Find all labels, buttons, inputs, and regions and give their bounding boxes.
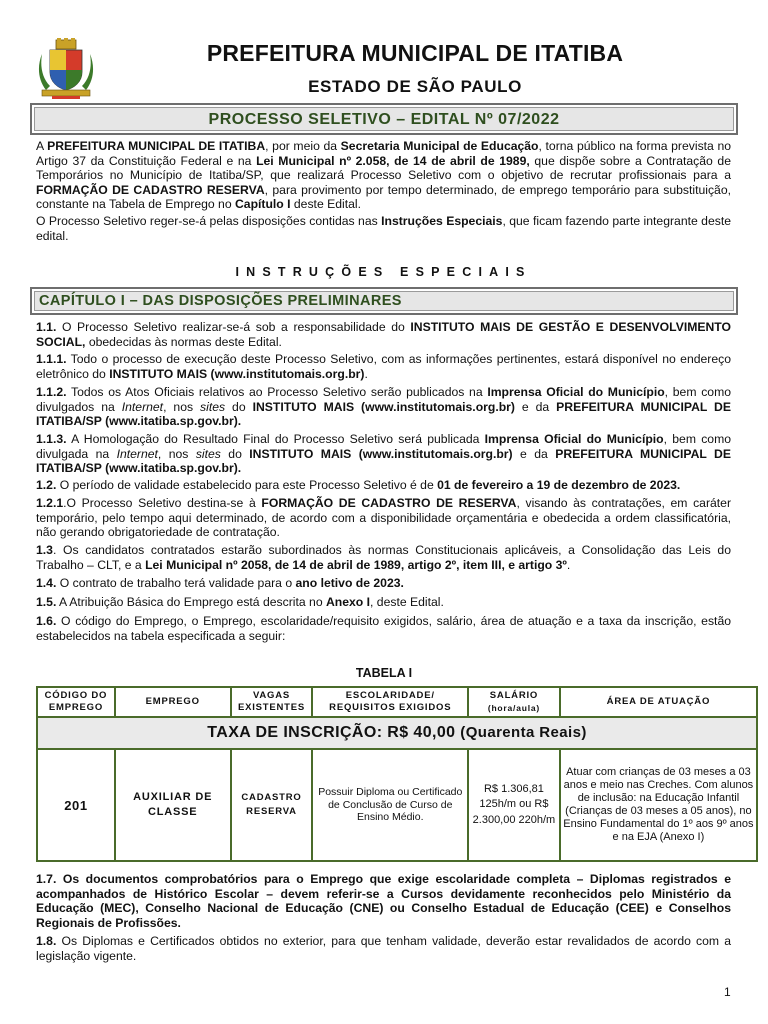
fee-cell [37,717,757,749]
header-vacancies: VAGAS EXISTENTES [231,687,313,717]
cell-salary: R$ 1.306,81 125h/m ou R$ 2.300,00 220h/m [468,749,560,861]
page-title: PREFEITURA MUNICIPAL DE ITATIBA [206,40,624,66]
page-number: 1 [724,985,731,999]
fee-row [37,717,757,749]
cell-job: AUXILIAR DE CLASSE [115,749,231,861]
item-1-1-1: 1.1.1. Todo o processo de execução deste Processo Seletivo, com as informações pertinentes, estará disponível no endereço eletrônico do INSTITUTO MAIS (www.institutomais.org.br). [36,352,731,381]
header-code: CÓDIGO DO EMPREGO [37,687,115,717]
item-1-5: 1.5. A Atribuição Básica do Emprego está descrita no Anexo I, deste Edital. [36,595,444,609]
header-education: ESCOLARIDADE/ REQUISITOS EXIGIDOS [312,687,468,717]
item-1-6: 1.6. O código do Emprego, o Emprego, escolaridade/requisito exigidos, salário, área de atuação e a taxa da inscrição, estão estabelecidos na tabela especificada a seguir: [36,614,731,643]
item-1-1: 1.1. O Processo Seletivo realizar-se-á sob a responsabilidade do INSTITUTO MAIS DE GESTÃO E DESENVOLVIMENTO SOCIAL, obedecidas às normas deste Edital. [36,320,731,349]
edital-title: PROCESSO SELETIVO – EDITAL Nº 07/2022 [208,111,560,128]
chapter-title: CAPÍTULO I – DAS DISPOSIÇÕES PRELIMINARES [39,293,402,309]
fee-words: (Quarenta Reais) [460,724,587,741]
cell-code: 201 [37,749,115,861]
municipal-coat-of-arms-icon [38,38,94,100]
table-header-row [37,687,757,717]
cell-area: Atuar com crianças de 03 meses a 03 anos e meio nas Creches. Com alunos de inclusão: na Educação Infantil (Crianças de 03 meses a 05 anos), no Ensino Fundamental do 1º aos 9º anos e na EJA (Anexo I) [560,749,757,861]
jobs-table [36,686,758,862]
header-salary-label: SALÁRIO [489,689,539,701]
header-salary-unit: (hora/aula) [487,702,541,713]
edital-title-box [30,103,738,135]
table-title: TABELA I [355,666,413,680]
item-1-2: 1.2. O período de validade estabelecido para este Processo Seletivo é de 01 de fevereiro a 19 de dezembro de 2023. [36,478,681,492]
intro-paragraph-2: O Processo Seletivo reger-se-á pelas disposições contidas nas Instruções Especiais, que ficam fazendo parte integrante deste edital. [36,214,732,243]
instructions-heading: INSTRUÇÕES ESPECIAIS [235,265,532,279]
chapter-title-box [30,287,738,315]
item-1-1-3: 1.1.3. A Homologação do Resultado Final do Processo Seletivo será publicada Imprensa Oficial do Município, bem como divulgada na Internet, nos sites do INSTITUTO MAIS (www.institutomais.org.br) e da PREFEITURA MUNICIPAL DE ITATIBA/SP (www.itatiba.sp.gov.br). [36,432,732,476]
item-1-1-2: 1.1.2. Todos os Atos Oficiais relativos ao Processo Seletivo serão publicados na Imprensa Oficial do Município, bem como divulgados na Internet, nos sites do INSTITUTO MAIS (www.institutomais.org.br) e da PREFEITURA MUNICIPAL DE ITATIBA/SP (www.itatiba.sp.gov.br). [36,385,731,429]
item-1-7: 1.7. Os documentos comprobatórios para o Emprego que exige escolaridade completa – Diplomas registrados e acompanhados de Histórico Escolar – devem referir-se a Cursos devidamente reconhecidos pelo Ministério da Educação (MEC), Conselho Nacional de Educação (CNE) ou Conselho Estadual de Educação (CEE) e Conselhos Regionais de Profissões. [36,872,731,930]
item-1-3: 1.3. Os candidatos contratados estarão subordinados às normas Constitucionais aplicáveis, a Consolidação das Leis do Trabalho – CLT, e a Lei Municipal nº 2058, de 14 de abril de 1989, artigo 2º, item III, e artigo 3º. [36,543,731,572]
page-subtitle: ESTADO DE SÃO PAULO [308,77,522,96]
header-job: EMPREGO [115,687,231,717]
item-1-8: 1.8. Os Diplomas e Certificados obtidos no exterior, para que tenham validade, deverão estar revalidados de acordo com a legislação vigente. [36,934,731,963]
header-area: ÁREA DE ATUAÇÃO [560,687,757,717]
table-row [37,749,757,861]
header-salary [468,687,560,717]
cell-vacancies: CADASTRO RESERVA [231,749,313,861]
fee-label: TAXA DE INSCRIÇÃO: R$ 40,00 [207,724,456,741]
intro-paragraph-1: A PREFEITURA MUNICIPAL DE ITATIBA, por meio da Secretaria Municipal de Educação, torna público na forma prevista no Artigo 37 da Constituição Federal e na Lei Municipal nº 2.058, de 14 de abril de 1989, que dispõe sobre a Contratação de Temporários no Município de Itatiba/SP, que realizará Processo Seletivo com o objetivo de recrutar profissionais para a FORMAÇÃO DE CADASTRO RESERVA, para provimento por tempo determinado, de emprego temporário para substituição, constante na Tabela de Emprego no Capítulo I deste Edital. [36,139,732,212]
item-1-2-1: 1.2.1.O Processo Seletivo destina-se à FORMAÇÃO DE CADASTRO DE RESERVA, visando às contratações, em caráter temporário, pelo tempo aqui determinado, de acordo com a disponibilidade orçamentária e obedecida a ordem classificatória, não gerando obrigatoriedade de contratação. [36,496,731,540]
cell-education: Possuir Diploma ou Certificado de Conclusão de Curso de Ensino Médio. [312,749,468,861]
item-1-4: 1.4. O contrato de trabalho terá validade para o ano letivo de 2023. [36,576,404,590]
